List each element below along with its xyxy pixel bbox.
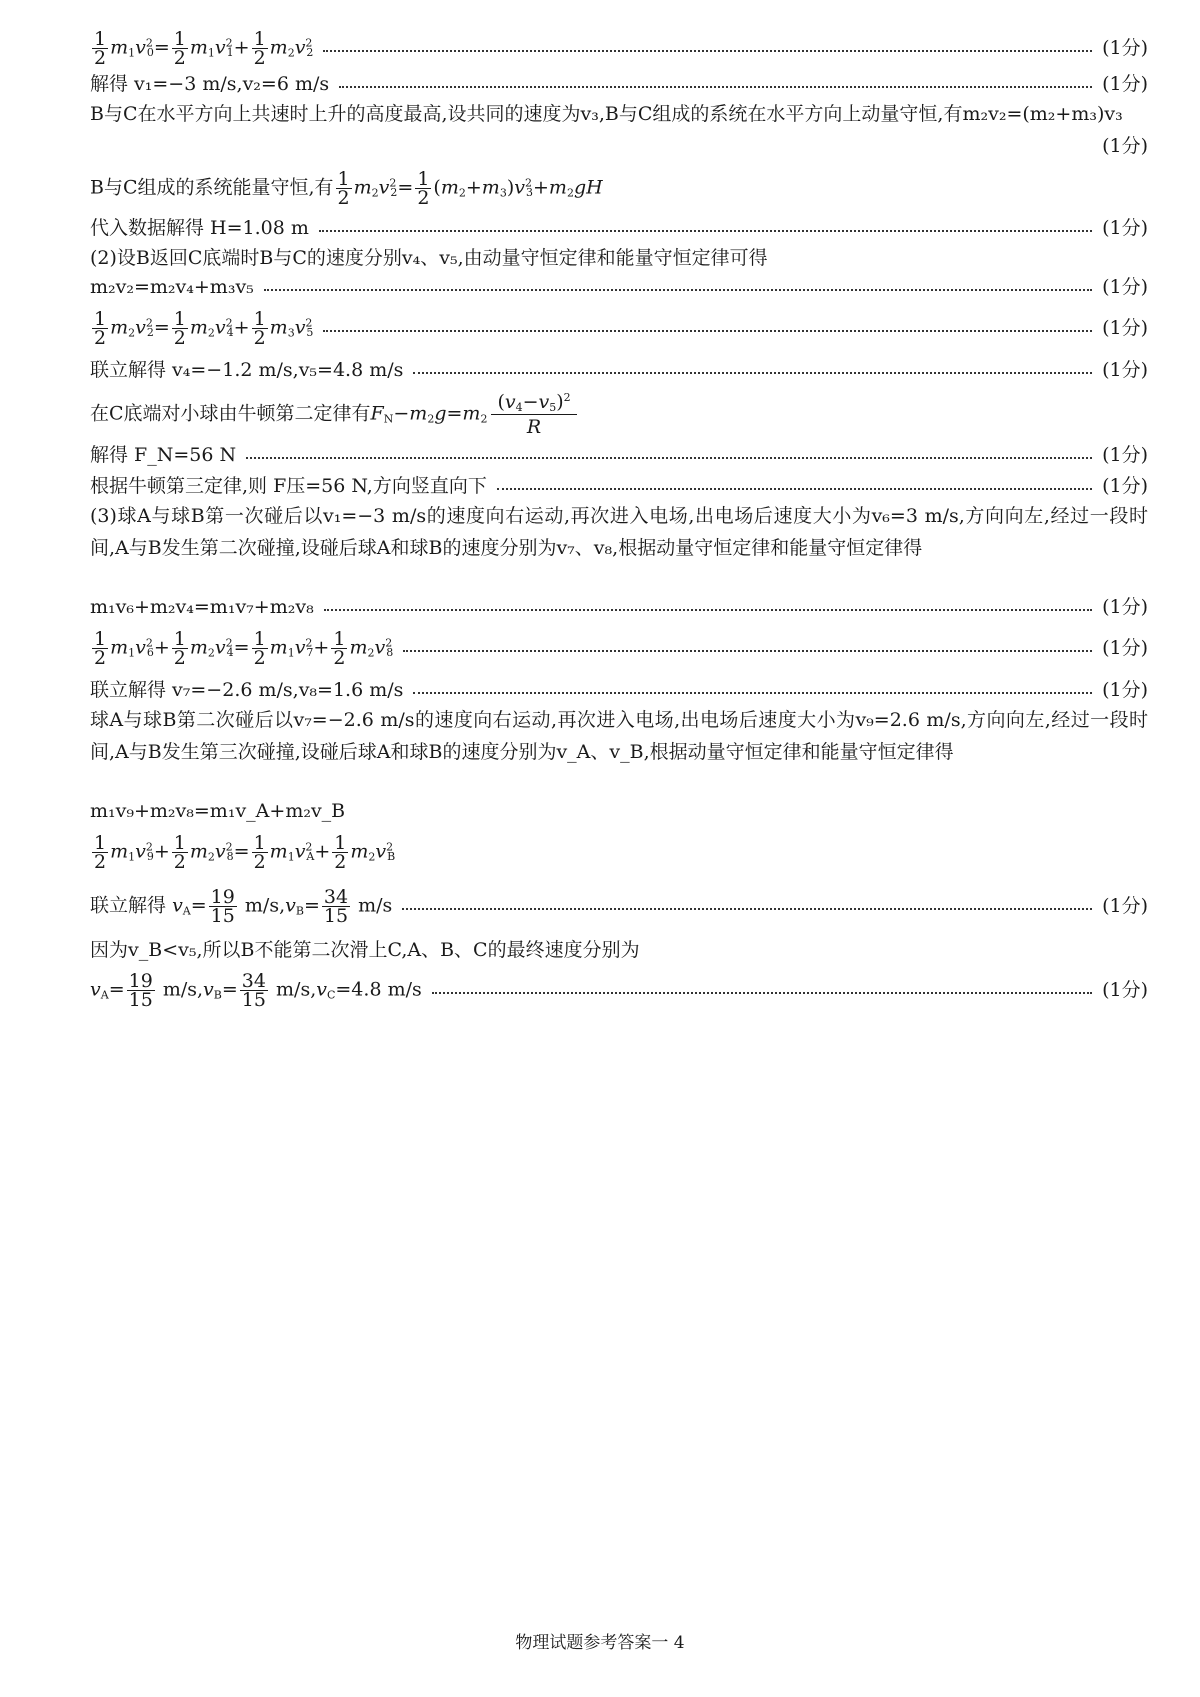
score-label: (1分) — [1102, 135, 1148, 157]
score-label: (1分) — [1102, 979, 1148, 1001]
leader-dots — [403, 650, 1092, 652]
score-label: (1分) — [1102, 679, 1148, 701]
leader-dots — [432, 992, 1092, 994]
equation-energy-3 — [90, 626, 1148, 670]
score-label: (1分) — [1102, 276, 1148, 298]
paragraph-momentum-bc — [90, 98, 1148, 162]
equation-energy-2 — [90, 306, 1148, 350]
page-footer: 物理试题参考答案一 4 — [515, 1633, 685, 1653]
paragraph-third-collision — [90, 704, 1148, 768]
score-label: (1分) — [1102, 37, 1148, 59]
result-text: 联立解得 v₇=−2.6 m/s,v₈=1.6 m/s — [90, 679, 404, 701]
result-text: 解得 F_N=56 N — [90, 444, 237, 466]
result-text: $v_A=$ $\frac{19}{15}$ $m/s,v_B=$ $\frac{34}{15}$ $m/s,v_C=4.8$ m/s — [90, 969, 422, 1011]
paragraph-text: 球A与球B第二次碰后以v₇=−2.6 m/s的速度向右运动,再次进入电场,出电场后速度大小为v₉=2.6 m/s,方向向左,经过一段时间,A与B发生第三次碰撞,设碰后球A和球B的速度分别为v_A、v_B,根据动量守恒定律和能量守恒定律得 — [90, 709, 1148, 763]
equation-energy-4 — [90, 830, 1148, 874]
leader-dots — [413, 372, 1092, 374]
leader-dots — [402, 908, 1092, 910]
paragraph-text: (2)设B返回C底端时B与C的速度分别v₄、v₅,由动量守恒定律和能量守恒定律可得 — [90, 247, 768, 269]
equation-energy-bc — [90, 166, 1148, 210]
leader-dots — [413, 692, 1092, 694]
equation-content: m₁v₉+m₂v₈=m₁v_A+m₂v_B — [90, 800, 346, 822]
final-velocities — [90, 968, 1148, 1012]
leader-dots — [339, 86, 1092, 88]
score-label: (1分) — [1102, 217, 1148, 239]
part2-intro — [90, 244, 1148, 272]
result-text: 解得 v₁=−3 m/s,v₂=6 m/s — [90, 73, 330, 95]
equation-content: 在C底端对小球由牛顿第二定律有$F_N-m_2g=m_2$ $\frac{(v_4-v_5)^2}{R}$ — [90, 390, 581, 439]
leader-dots — [323, 330, 1092, 332]
paragraph-text: (3)球A与球B第一次碰后以v₁=−3 m/s的速度向右运动,再次进入电场,出电场后速度大小为v₆=3 m/s,方向向左,经过一段时间,A与B发生第二次碰撞,设碰后球A和球B的速度分别为v₇、v₈,根据动量守恒定律和能量守恒定律得 — [90, 505, 1148, 559]
equation-newton-2 — [90, 388, 1148, 440]
paragraph-text: 因为v_B<v₅,所以B不能第二次滑上C,A、B、C的最终速度分别为 — [90, 939, 640, 961]
equation-energy-1 — [90, 26, 1148, 70]
score-label: (1分) — [1102, 317, 1148, 339]
result-text: 联立解得 v₄=−1.2 m/s,v₅=4.8 m/s — [90, 359, 404, 381]
result-v4-v5 — [90, 356, 1148, 384]
result-v7-v8 — [90, 676, 1148, 704]
result-text: 联立解得 $v_A=$ $\frac{19}{15}$ $m/s,v_B=$ $\frac{34}{15}$ m/s — [90, 885, 393, 927]
leader-dots — [324, 609, 1092, 611]
equation-content: m₁v₆+m₂v₄=m₁v₇+m₂v₈ — [90, 596, 314, 618]
leader-dots — [264, 289, 1092, 291]
paragraph-text: B与C在水平方向上共速时上升的高度最高,设共同的速度为v₃,B与C组成的系统在水平方向上动量守恒,有m₂v₂=(m₂+m₃)v₃ — [90, 103, 1123, 125]
score-label: (1分) — [1102, 475, 1148, 497]
equation-content: $\frac{1}{2}$ $m_1v^2_0=$ $\frac{1}{2}$ $m_1v^2_1+$ $\frac{1}{2}$ $m_2v^2_2$ — [94, 27, 314, 69]
result-text: 代入数据解得 H=1.08 m — [90, 217, 309, 239]
equation-content: $\frac{1}{2}$ $m_1v^2_6+$ $\frac{1}{2}$ $m_2v^2_4=$ $\frac{1}{2}$ $m_1v^2_7+$ $\frac{1}{2}$ $m_2v^2_8$ — [94, 627, 394, 669]
result-height — [90, 214, 1148, 242]
equation-momentum-4 — [90, 797, 1148, 825]
score-label: (1分) — [1102, 73, 1148, 95]
score-label: (1分) — [1102, 637, 1148, 659]
conclusion-text — [90, 936, 1148, 964]
equation-content: $\frac{1}{2}$ $m_2v^2_2=$ $\frac{1}{2}$ $m_2v^2_4+$ $\frac{1}{2}$ $m_3v^2_5$ — [94, 307, 314, 349]
leader-dots — [246, 457, 1092, 459]
result-va-vb — [90, 884, 1148, 928]
leader-dots — [319, 230, 1092, 232]
result-pressure-force — [90, 472, 1148, 500]
result-v1-v2 — [90, 70, 1148, 98]
result-text: 根据牛顿第三定律,则 F压=56 N,方向竖直向下 — [90, 475, 487, 497]
leader-dots — [497, 488, 1092, 490]
result-normal-force — [90, 441, 1148, 469]
score-label: (1分) — [1102, 359, 1148, 381]
paragraph-part3 — [90, 500, 1148, 564]
equation-content: B与C组成的系统能量守恒,有 $\frac{1}{2}$ $m_2v^2_2=$ $\frac{1}{2}$ $(m_2+m_3)v^2_3+m_2gH$ — [90, 167, 603, 209]
score-label: (1分) — [1102, 596, 1148, 618]
score-label: (1分) — [1102, 895, 1148, 917]
equation-content: $\frac{1}{2}$ $m_1v^2_9+$ $\frac{1}{2}$ $m_2v^2_8=$ $\frac{1}{2}$ $m_1v^2_A+$ $\frac{1}{2}$ $m_2v^2_B$ — [94, 831, 396, 873]
equation-content: m₂v₂=m₂v₄+m₃v₅ — [90, 276, 254, 298]
equation-momentum-2 — [90, 273, 1148, 301]
leader-dots — [323, 50, 1092, 52]
score-label: (1分) — [1102, 444, 1148, 466]
equation-momentum-3 — [90, 593, 1148, 621]
